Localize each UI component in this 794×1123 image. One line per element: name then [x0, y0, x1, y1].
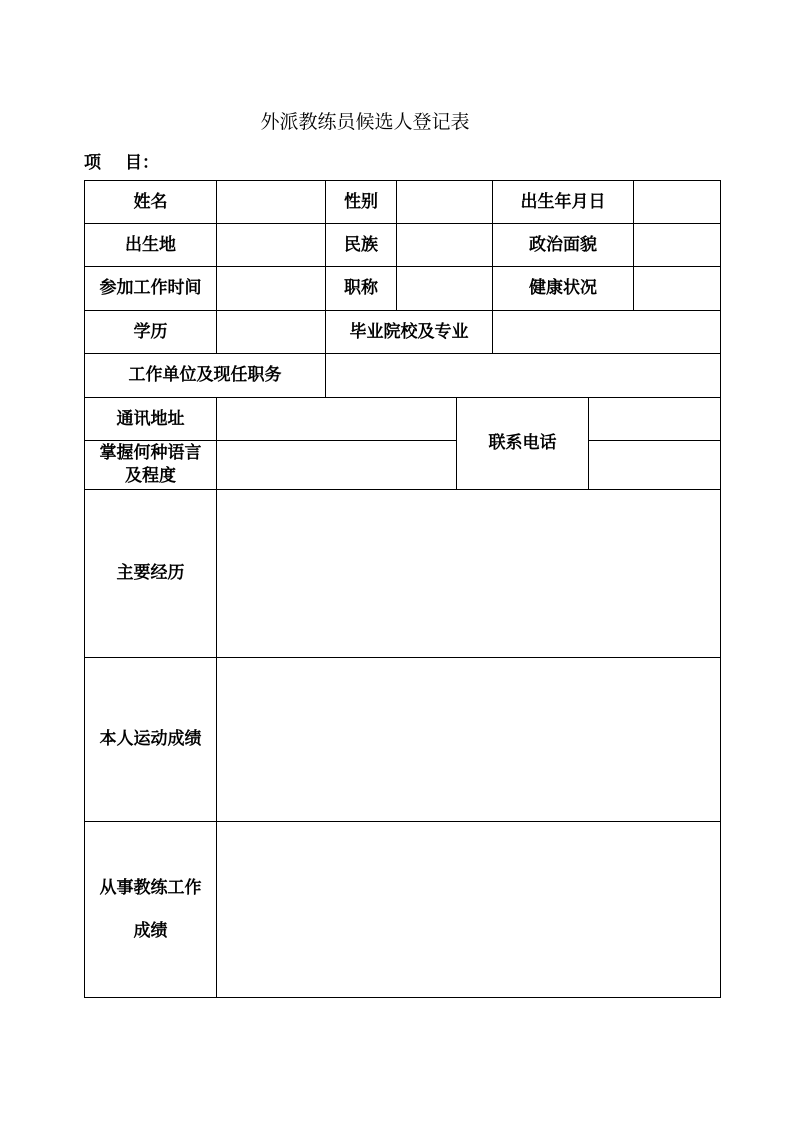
field-coaching-results[interactable]	[217, 822, 720, 997]
label-employer-position: 工作单位及现任职务	[128, 365, 282, 386]
form-title: 外派教练员候选人登记表	[260, 111, 470, 133]
label-school-major: 毕业院校及专业	[349, 321, 469, 342]
label-experience: 主要经历	[116, 563, 185, 584]
label-languages	[85, 441, 216, 489]
field-sports-results[interactable]	[217, 658, 720, 821]
label-languages-line1: 掌握何种语言	[99, 443, 202, 464]
field-political-status[interactable]	[634, 224, 720, 266]
field-name[interactable]	[217, 181, 325, 223]
label-title-rank: 职称	[344, 278, 378, 299]
field-phone-2[interactable]	[589, 441, 720, 489]
label-coaching-line2: 成绩	[133, 920, 168, 941]
label-ethnicity: 民族	[344, 234, 378, 255]
field-address[interactable]	[217, 398, 456, 440]
field-ethnicity[interactable]	[397, 224, 492, 266]
field-birthplace[interactable]	[217, 224, 325, 266]
label-languages-line2: 及程度	[125, 466, 176, 486]
label-health: 健康状况	[529, 278, 597, 299]
field-birth-date[interactable]	[634, 181, 720, 223]
field-title-rank[interactable]	[397, 267, 492, 310]
label-gender: 性别	[344, 191, 378, 212]
field-work-start[interactable]	[217, 267, 325, 310]
project-label-a: 项	[84, 153, 101, 173]
field-health[interactable]	[634, 267, 720, 310]
label-birth-date: 出生年月日	[520, 191, 606, 212]
label-birthplace: 出生地	[125, 234, 176, 255]
field-gender[interactable]	[397, 181, 492, 223]
label-coaching-results	[85, 822, 216, 997]
label-political-status: 政治面貌	[529, 234, 597, 255]
label-sports-results: 本人运动成绩	[99, 729, 202, 750]
field-school-major[interactable]	[493, 311, 720, 353]
label-name: 姓名	[133, 191, 168, 212]
label-work-start: 参加工作时间	[99, 278, 202, 299]
field-experience[interactable]	[217, 490, 720, 657]
field-languages[interactable]	[217, 441, 456, 489]
field-employer-position[interactable]	[326, 354, 720, 397]
label-coaching-line1: 从事教练工作	[99, 878, 202, 898]
label-education: 学历	[133, 321, 168, 342]
label-phone: 联系电话	[488, 433, 557, 454]
field-phone-1[interactable]	[589, 398, 720, 440]
project-label-b: 目：	[125, 153, 159, 173]
field-education[interactable]	[217, 311, 325, 353]
label-address: 通讯地址	[116, 408, 185, 429]
